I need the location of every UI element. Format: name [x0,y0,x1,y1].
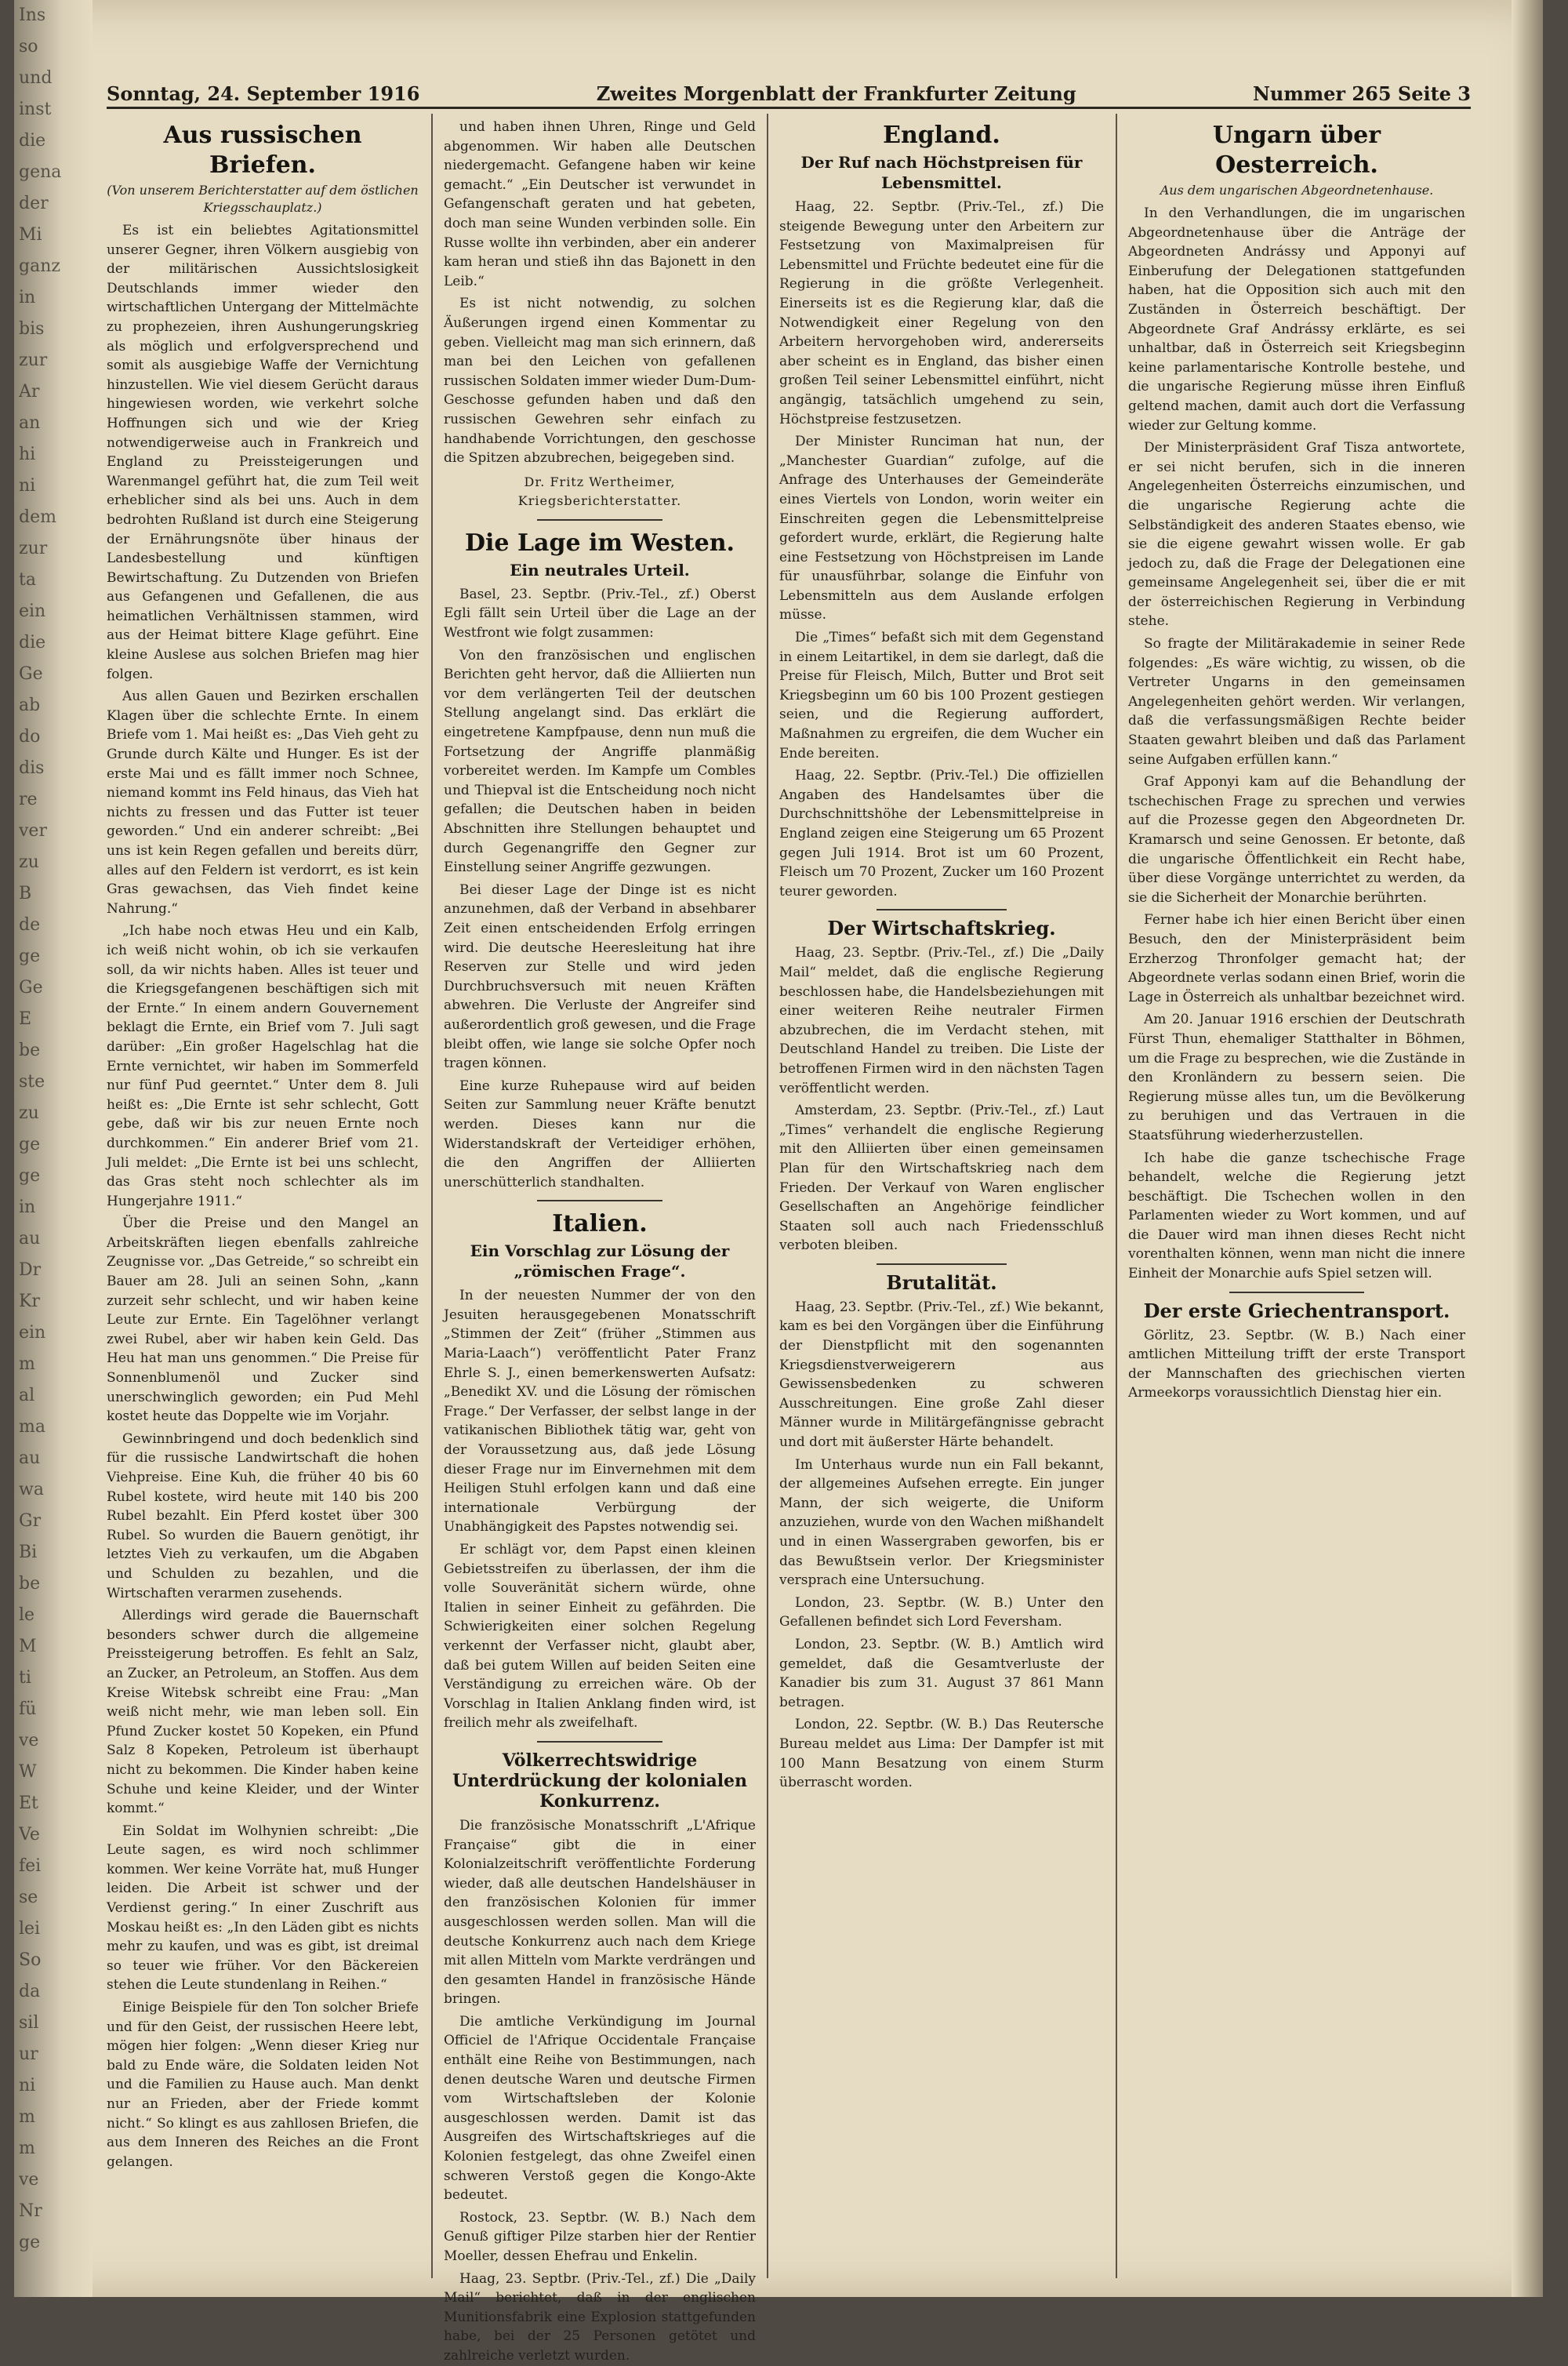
gutter-text: ge [19,1135,41,1154]
article-headline: Der erste Griechentransport. [1143,1299,1450,1322]
gutter-text: ve [19,2170,39,2190]
gutter-text: al [19,1386,35,1405]
gutter-text: ni [19,2076,36,2095]
article-signature: Dr. Fritz Wertheimer, Kriegsberichterstatter. [517,474,682,509]
article-byline: Aus dem ungarischen Abgeordnetenhause. [1160,183,1434,198]
article-paragraph: Allerdings wird gerade die Bauernschaft besonders schwer durch die allgemeine Preissteigerung betroffen. Es fehlt an Salz, an Zucker, an Petroleum, an Stoffen. Aus dem Kreise Witebsk schreibt eine Frau: „Man weiß nicht mehr, wie man leben soll. Ein Pfund Zucker kostet 50 Kopeken, ein Pfund Salz 8 Kopeken, Petroleum ist überhaupt nicht zu bekommen. Die Kinder haben keine Schuhe und keine Kleider, und der Winter kommt.“ [107,1608,419,1817]
divider [1229,1292,1364,1293]
article-paragraph: So fragte der Militärakademie in seiner Rede folgendes: „Es wäre wichtig, zu wissen, ob die Vertreter Ungarns in den gemeinsamen Angelegenheiten gehört werden. Wir verlangen, daß die verfassungsmäßigen Rechte beider Staaten gewahrt bleiben und daß das Parlament seine Aufgaben erfüllen kann.“ [1128,636,1465,768]
article-paragraph: Bei dieser Lage der Dinge ist es nicht anzunehmen, daß der Verband in absehbarer Zeit einen entscheidenden Erfolg erringen wird. Die deutsche Heeresleitung hat ihre Reserven zur Stelle und wird jeden Durchbruchsversuch mit neuen Kräften abwehren. Die Verluste der Angreifer sind außerordentlich groß gewesen, und die Frage bleibt offen, wie lange sie solche Opfer noch tragen können. [444,881,756,1072]
gutter-text: zur [19,351,48,370]
article-paragraph: Amsterdam, 23. Septbr. (Priv.-Tel., zf.) Laut „Times“ verhandelt die englische Regierung mit den Alliierten über einen gemeinsamen Plan für den Wirtschaftskrieg nach dem Frieden. Der Verkauf von Waren englischer Gesellschaften an Angehörige feindlicher Staaten soll auch nach Friedensschluß verboten bleiben. [779,1103,1104,1254]
article-paragraph: Der Minister Runciman hat nun, der „Manchester Guardian“ zufolge, auf die Anfrage des Unterhauses der Gemeinderäte eines Viertels von London, worin weiter ein Einschreiten gegen die Lebensmittelpreise gefordert wurde, erklärt, die Regierung halte eine Festsetzung von Höchstpreisen im Lande für unausführbar, solange die Einfuhr von Lebensmitteln aus dem Auslande erfolgen müsse. [779,434,1104,623]
article-headline: Ungarn über Oesterreich. [1212,122,1381,179]
gutter-text: Et [19,1794,38,1813]
article-paragraph: Görlitz, 23. Septbr. (W. B.) Nach einer amtlichen Mitteilung trifft der erste Transport der Mannschaften des griechischen vierten Armeekorps voraussichtlich Dienstag hier ein. [1128,1327,1465,1401]
gutter-text: ur [19,2044,38,2064]
gutter-text: Ar [19,382,40,402]
article-paragraph: London, 23. Septbr. (W. B.) Unter den Gefallenen befindet sich Lord Feversham. [779,1594,1104,1630]
gutter-text: Mi [19,225,42,245]
article-paragraph: Gewinnbringend und doch bedenklich sind für die russische Landwirtschaft die hohen Viehpreise. Eine Kuh, die früher 40 bis 60 Rubel kostete, wird heute mit 140 bis 200 Rubel bezahlt. Ein Pferd kostet über 300 Rubel. So wurden die Bauern genötigt, ihr letztes Vieh zu verkaufen, um die Abgaben und Schulden zu bezahlen, und die Wirtschaften verarmen zusehends. [107,1430,419,1601]
article-paragraph: Haag, 23. Septbr. (Priv.-Tel., zf.) Wie bekannt, kam es bei den Vorgängen über die Einführung der Dienstpflicht mit den sogenannten Kriegsdienstverweigerern aus Gewissensbedenken zu schweren Ausschreitungen. Eine große Zahl dieser Männer wurde in Militärgefängnisse gebracht und dort mit äußerster Härte behandelt. [779,1299,1104,1451]
article-paragraph: Eine kurze Ruhepause wird auf beiden Seiten zur Sammlung neuer Kräfte benutzt werden. Dieses kann nur die Widerstandskraft der Verteidiger erhöhen, die den Angriffen der Alliierten unerschütterlich standhalten. [444,1078,756,1190]
article-headline: Die Lage im Westen. [465,529,735,557]
gutter-text: m [19,1354,35,1374]
masthead-title: Zweites Morgenblatt der Frankfurter Zeitung [596,82,1076,105]
page-edge [1512,0,1543,2297]
gutter-text: zur [19,539,48,558]
gutter-text: Ge [19,978,43,998]
gutter-text: der [19,194,49,213]
column-rule [1116,114,1117,2278]
article-headline: Brutalität. [886,1270,997,1294]
gutter-text: ver [19,821,47,841]
article-paragraph: Der Ministerpräsident Graf Tisza antwortete, er sei nicht berufen, sich in die inneren Angelegenheiten Österreichs einzumischen, und die ungarische Regierung achte die Selbständigkeit des anderen Staates ebenso, wie sie die eigene gewahrt wissen wolle. Er gab jedoch zu, daß die Frage der Delegationen eine gemeinsame Angelegenheit sei, über die er mit der österreichischen Regierung in Verbindung stehe. [1128,440,1465,630]
gutter-text: in [19,1198,36,1217]
article-paragraph: Haag, 22. Septbr. (Priv.-Tel., zf.) Die steigende Bewegung unter den Arbeitern zur Festsetzung von Maximalpreisen für Lebensmittel und Früchte bedeutet eine für die Regierung in die größte Verlegenheit. Einerseits ist es die Regierung klar, daß die Notwendigkeit einer Regelung von den Arbeitern hervorgehoben wird, andererseits aber scheint es in England, das bisher einen großen Teil seiner Lebensmittel einführt, nicht angängig, tatsächlich umgehend zu sein, Höchstpreise festzusetzen. [779,199,1104,427]
gutter-text: an [19,413,41,433]
article-paragraph: Haag, 23. Septbr. (Priv.-Tel., zf.) Die „Daily Mail“ berichtet, daß in der englischen Munitionsfabrik eine Explosion stattgefunden habe, bei der 25 Personen getötet und zahlreiche verletzt wurden. [444,2270,756,2364]
article-byline: (Von unserem Berichterstatter auf dem östlichen Kriegsschauplatz.) [107,183,419,215]
article-paragraph: Die französische Monatsschrift „L'Afrique Française“ gibt die in einer Kolonialzeitschrift veröffentlichte Forderung wieder, daß alle deutschen Handelshäuser in den französischen Kolonien für immer ausgeschlossen werden sollen. Man will die deutsche Konkurrenz auch nach dem Kriege mit allen Mitteln vom Markte verdrängen und den gesamten Handel in französische Hände bringen. [444,1817,756,2008]
gutter-text: Dr [19,1260,42,1280]
article-paragraph: Es ist ein beliebtes Agitationsmittel unserer Gegner, ihren Völkern ausgiebig von der militärischen Aussichtslosigkeit Deutschlands immer wieder den wirtschaftlichen Untergang der Mittelmächte zu prophezeien, ihren Aushungerungskrieg als möglich und erfolgversprechend und somit als ausgiebige Waffe der Vernichtung hinzustellen. Wie viel diesem Gerücht daraus hingewiesen worden, wie verkehrt solche Hoffnungen sich und wie der Krieg notwendigerweise auch in Frankreich und England zu Preissteigerungen und Warenmangel geführt hat, die zum Teil weit erheblicher sind als bei uns. Auch in dem bedrohten Rußland ist durch eine Steigerung der Ernährungsnöte über hinaus der Landesbestellung und künftigen Bewirtschaftung. Zu Dutzenden von Briefen aus Gefangenen und Gefallenen, die aus heimatlichen Verhältnissen stammen, wird aus der Heimat bittere Klage geführt. Eine kleine Auslese aus solchen Briefen mag hier folgen. [107,223,419,682]
gutter-text: ma [19,1417,45,1437]
gutter-text: Ins [19,5,46,25]
article-headline: Italien. [552,1210,648,1238]
gutter-text: se [19,1888,38,1907]
article-paragraph: Am 20. Januar 1916 erschien der Deutschrath Fürst Thun, ehemaliger Statthalter in Böhmen, um die Frage zu besprechen, wie die Zustände in den Kronländern zu bessern seien. Die Regierung müsse alles tun, um die Bevölkerung zu beruhigen und das Vertrauen in die Staatsführung wiederherzustellen. [1128,1012,1465,1143]
gutter-text: ta [19,570,36,590]
gutter-text: so [19,37,38,56]
gutter-text: ste [19,1072,45,1092]
column-1 [107,118,419,2282]
gutter-text: und [19,68,53,88]
gutter-text: Ve [19,1825,40,1844]
article-paragraph: In den Verhandlungen, die im ungarischen Abgeordnetenhause über die Anträge der Abgeordneten Andrássy und Apponyi auf Einberufung der Delegationen stattgefunden haben, hat die Opposition sich auch mit den Zuständen in Österreich beschäftigt. Der Abgeordnete Graf Andrássy erklärte, es sei unhaltbar, daß in Österreich seit Kriegsbeginn keine parlamentarische Kontrolle bestehe, und die ungarische Regierung müsse ihren Einfluß geltend machen, damit auch dort die Verfassung wieder zur Geltung komme. [1128,205,1465,434]
gutter-text: lei [19,1919,41,1939]
gutter-text: Gr [19,1511,42,1531]
masthead-number: Nummer 265 Seite 3 [1252,82,1471,105]
gutter-text: ni [19,476,36,496]
gutter-text: ti [19,1668,31,1688]
article-headline: Der Wirtschaftskrieg. [827,917,1056,940]
column-2 [444,118,756,2364]
article-paragraph: Basel, 23. Septbr. (Priv.-Tel., zf.) Oberst Egli fällt sein Urteil über die Lage an der Westfront wie folgt zusammen: [444,586,756,641]
article-paragraph: Er schlägt vor, dem Papst einen kleinen Gebietsstreifen zu überlassen, der ihm die volle Souveränität sichern würde, ohne Italien in seiner Einheit zu gefährden. Die Schwierigkeiten einer solchen Regelung verkennt der Verfasser nicht, glaubt aber, daß bei gutem Willen auf beiden Seiten eine Verständigung zu erreichen wäre. Ob der Vorschlag in Italien Anklang finden wird, ist freilich mehr als zweifelhaft. [444,1542,756,1732]
gutter-text: hi [19,445,36,464]
gutter-text: ganz [19,256,60,276]
gutter-text: W [19,1762,37,1782]
article-paragraph: Aus allen Gauen und Bezirken erschallen Klagen über die schlechte Ernte. In einem Briefe vom 1. Mai heißt es: „Das Vieh geht zu Grunde durch Kälte und Hunger. Es ist der erste Mai und es fällt immer noch Schnee, niemand kommt ins Feld hinaus, das Vieh hat nichts zu fressen und das Futter ist teuer geworden.“ Und ein anderer schreibt: „Bei uns ist kein Regen gefallen und bereits dürr, alles auf den Feldern ist verdorrt, es ist kein Gras gewachsen, das Vieh findet keine Nahrung.“ [107,689,419,917]
gutter-text: dem [19,507,56,527]
article-paragraph: Ein Soldat im Wolhynien schreibt: „Die Leute sagen, es wird noch schlimmer kommen. Wer keine Vorräte hat, muß Hunger leiden. Die Arbeit ist schwer und der Verdienst gering.“ In einer Zuschrift aus Moskau heißt es: „In den Läden gibt es nichts mehr zu kaufen, und was es gibt, ist dreimal so teuer wie früher. Vor den Bäckereien stehen die Leute stundenlang in Reihen.“ [107,1823,419,1993]
gutter-text: ge [19,947,41,966]
article-paragraph: und haben ihnen Uhren, Ringe und Geld abgenommen. Wir haben alle Deutschen niedergemacht. Gefangene haben wir keine gemacht.“ „Ein Deutscher ist verwundet in Gefangenschaft geraten und hat gebeten, doch man seine Wunden verbinden solle. Ein Russe wollte ihn verbinden, aber ein anderer kam heran und stieß ihn das Bajonett in den Leib.“ [444,119,756,289]
article-paragraph: Ferner habe ich hier einen Bericht über einen Besuch, den der Ministerpräsident beim Erzherzog Thronfolger gemacht hat; der Abgeordnete verlas sodann einen Brief, worin die Lage in Österreich als unhaltbar bezeichnet wird. [1128,912,1465,1005]
adjacent-page-gutter [14,0,93,2297]
article-paragraph: Die „Times“ befaßt sich mit dem Gegenstand in einem Leitartikel, in dem sie darlegt, daß die Preise für Fleisch, Milch, Butter und Brot seit Kriegsbeginn um 60 bis 100 Prozent gestiegen seien, und die Regierung auffordert, Maßnahmen zu ergreifen, die dem Wucher ein Ende bereiten. [779,630,1104,761]
gutter-text: ge [19,1166,41,1186]
article-paragraph: Von den französischen und englischen Berichten geht hervor, daß die Alliierten nun vor dem verlängerten Teil der deutschen Stellung angelangt sind. Das erklärt die eingetretene Kampfpause, denn nun muß die Fortsetzung der Angriffe planmäßig vorbereitet werden. Im Kampfe um Combles und Thiepval ist die Entscheidung noch nicht gefallen; die Deutschen haben in beiden Abschnitten ihre Stellungen behauptet und durch Gegenangriffe den Gegner zur Einstellung seiner Angriffe gezwungen. [444,647,756,876]
column-rule [767,114,768,2278]
article-paragraph: Rostock, 23. Septbr. (W. B.) Nach dem Genuß giftiger Pilze starben hier der Rentier Moeller, dessen Ehefrau und Enkelin. [444,2209,756,2264]
article-headline: Völkerrechtswidrige Unterdrückung der kolonialen Konkurrenz. [452,1750,748,1812]
article-paragraph: „Ich habe noch etwas Heu und ein Kalb, ich weiß nicht wohin, ob ich sie verkaufen soll, da wir nichts haben. Alles ist teuer und die Kriegsgefangenen beschäftigen sich mit der Ernte.“ In einem andern Gouvernement beklagt die Ernte, ein Brief vom 7. Juli sagt darüber: „Ein großer Hagelschlag hat die Ernte vernichtet, wir haben im Sommerfeld nur fünf Pud geerntet.“ Unter dem 8. Juli heißt es: „Die Ernte ist sehr schlecht, Gott gebe, daß wir bis zur neuen Ernte noch durchkommen.“ Ein anderer Brief vom 21. Juli meldet: „Die Ernte ist bei uns schlecht, das Gras steht noch schlechter als im Hungerjahre 1911.“ [107,923,419,1209]
gutter-text: do [19,727,41,747]
divider [877,1263,1007,1265]
gutter-text: die [19,633,46,652]
article-headline: England. [883,122,1000,149]
gutter-text: in [19,288,36,307]
gutter-text: fei [19,1856,42,1876]
gutter-text: gena [19,162,62,182]
gutter-text: bis [19,319,45,339]
gutter-text: dis [19,758,45,778]
gutter-text: be [19,1041,41,1060]
article-paragraph: Einige Beispiele für den Ton solcher Briefe und für den Geist, der russischen Heere lebt, mögen hier folgen: „Wenn dieser Krieg nur bald zu Ende wäre, die Soldaten leiden Not und die Familien zu Hause auch. Man denkt nur an Frieden, aber der Friede kommt nicht.“ So klingt es aus zahllosen Briefen, die aus dem Inneren des Reiches an die Front gelangen. [107,2000,419,2170]
gutter-text: So [19,1950,42,1970]
gutter-text: E [19,1009,32,1029]
article-paragraph: Graf Apponyi kam auf die Behandlung der tschechischen Frage zu sprechen und verwies auf die Prozesse gegen den Abgeordneten Dr. Kramarsch und seine Genossen. Er betonte, daß die ungarische Öffentlichkeit ein Recht habe, über diese Vorgänge unterrichtet zu werden, da sie die Sicherheit der Monarchie berührten. [1128,774,1465,906]
masthead-date: Sonntag, 24. September 1916 [107,82,420,105]
gutter-text: au [19,1229,41,1248]
gutter-text: B [19,884,32,903]
article-paragraph: Im Unterhaus wurde nun ein Fall bekannt, der allgemeines Aufsehen erregte. Ein junger Mann, der sich weigerte, die Uniform anzuziehen, wurde von den Wachen mißhandelt und in einen Wassergraben geworfen, bis er das Bewußtsein verlor. Der Kriegsminister versprach eine Untersuchung. [779,1456,1104,1589]
gutter-text: zu [19,1103,39,1123]
article-subhead: Der Ruf nach Höchstpreisen für Lebensmittel. [800,153,1083,192]
divider [537,1741,662,1743]
gutter-text: ge [19,2233,41,2252]
divider [537,519,662,521]
gutter-text: sil [19,2013,39,2033]
article-paragraph: London, 23. Septbr. (W. B.) Amtlich wird gemeldet, daß die Gesamtverluste der Kanadier bis zum 31. August 37 861 Mann betragen. [779,1636,1104,1710]
article-paragraph: In der neuesten Nummer der von den Jesuiten herausgegebenen Monatsschrift „Stimmen der Zeit“ (früher „Stimmen aus Maria-Laach“) veröffentlicht Pater Franz Ehrle S. J., einen bemerkenswerten Aufsatz: „Benedikt XV. und die Lösung der römischen Frage.“ Der Verfasser, der selbst lange in der vatikanischen Bibliothek tätig war, geht von der Voraussetzung aus, daß jede Lösung dieser Frage nur im Einvernehmen mit dem Heiligen Stuhl erfolgen kann und daß eine internationale Verbürgung der Unabhängigkeit des Papstes notwendig sei. [444,1288,756,1536]
gutter-text: ab [19,696,41,715]
masthead [107,80,1471,109]
gutter-text: zu [19,852,39,872]
article-paragraph: Die amtliche Verkündigung im Journal Officiel de l'Afrique Occidentale Française enthält eine Reihe von Bestimmungen, nach denen deutsche Waren und deutsche Firmen vom Wirtschaftsleben der Kolonie ausgeschlossen werden. Damit ist das Ausgreifen des Wirtschaftskrieges auf die Kolonien festgelegt, das ohne Zweifel einen schweren Verstoß gegen die Kongo-Akte bedeutet. [444,2013,756,2204]
gutter-text: de [19,915,41,935]
gutter-text: Kr [19,1292,40,1311]
gutter-text: re [19,790,38,809]
divider [877,909,1007,910]
gutter-text: Nr [19,2201,42,2221]
gutter-text: le [19,1605,35,1625]
article-paragraph: Es ist nicht notwendig, zu solchen Äußerungen irgend einen Kommentar zu geben. Vielleicht mag man sich erinnern, daß man bei den Leichen von gefallenen russischen Soldaten immer wieder Dum-Dum-Geschosse gefunden haben und daß den russischen Gewehren sehr einfach zu handhabende Vorrichtungen, den geschosse die Spitzen abzubrechen, beigegeben sind. [444,296,756,467]
article-subhead: Ein neutrales Urteil. [510,560,690,580]
gutter-text: be [19,1574,41,1594]
gutter-text: ve [19,1731,39,1750]
article-paragraph: Haag, 23. Septbr. (Priv.-Tel., zf.) Die „Daily Mail“ meldet, daß die englische Regierung beschlossen habe, die Handelsbeziehungen mit einer weiteren Reihe neutraler Firmen abzubrechen, die im Verdacht stehen, mit Deutschland Handel zu treiben. Die Liste der betroffenen Firmen wird in den nächsten Tagen veröffentlicht werden. [779,945,1104,1096]
newspaper-page [14,0,1543,2364]
article-headline: Aus russischen Briefen. [163,122,362,179]
column-3 [779,118,1104,2282]
gutter-text: inst [19,100,52,119]
gutter-text: wa [19,1480,44,1499]
gutter-text: ein [19,601,46,621]
gutter-text: Ge [19,664,43,684]
divider [537,1200,662,1201]
gutter-text: M [19,1637,37,1656]
article-paragraph: Haag, 22. Septbr. (Priv.-Tel.) Die offiziellen Angaben des Handelsamtes über die Durchschnittshöhe der Lebensmittelpreise in England zeigen eine Steigerung um 65 Prozent gegen Juli 1914. Brot ist um 60 Prozent, Fleisch um 70 Prozent, Zucker um 160 Prozent teurer geworden. [779,768,1104,900]
article-paragraph: London, 22. Septbr. (W. B.) Das Reutersche Bureau meldet aus Lima: Der Dampfer ist mit 100 Mann Besatzung von einem Sturm überrascht worden. [779,1717,1104,1791]
gutter-text: au [19,1448,41,1468]
gutter-text: m [19,2107,35,2127]
gutter-text: da [19,1982,41,2001]
gutter-text: fü [19,1699,37,1719]
column-rule [431,114,433,2278]
article-paragraph: Über die Preise und den Mangel an Arbeitskräften liegen ebenfalls zahlreiche Zeugnisse vor. „Das Getreide,“ so schreibt ein Bauer am 28. Juli an seinen Sohn, „kann zurzeit sehr schlecht, und wir haben keine Leute zur Ernte. Ein Tagelöhner verlangt zwei Rubel, aber wir haben kein Geld. Das Heu hat man uns genommen.“ Die Preise für Sonnenblumenöl und Zucker sind unerschwinglich geworden; ein Pud Mehl kostet heute das Doppelte wie im Vorjahr. [107,1216,419,1425]
gutter-text: ein [19,1323,46,1343]
article-paragraph: Ich habe die ganze tschechische Frage behandelt, welche die Regierung jetzt beschäftigt. Die Tschechen wollen in den Parlamenten wieder zu Wort kommen, und auf die Dauer wird man ihnen dieses Recht nicht vorenthalten können, wenn man nicht die innere Einheit der Monarchie aufs Spiel setzen will. [1128,1150,1465,1282]
gutter-text: Bi [19,1543,38,1562]
column-4 [1128,118,1465,2282]
gutter-text: die [19,131,46,151]
gutter-text: m [19,2139,35,2158]
article-subhead: Ein Vorschlag zur Lösung der „römischen Frage“. [470,1241,730,1281]
